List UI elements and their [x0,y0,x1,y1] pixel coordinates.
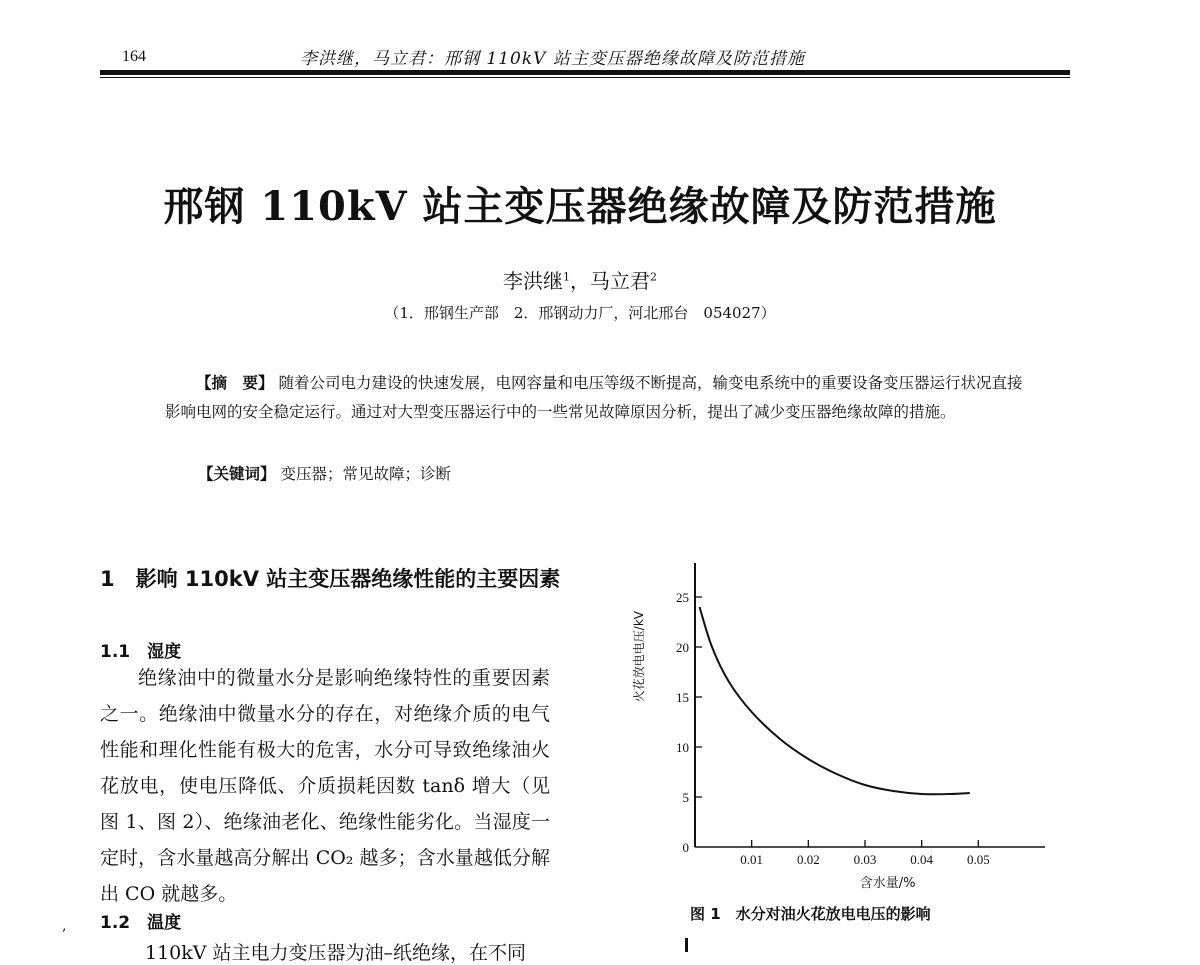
x-tick-label: 0.02 [796,852,820,867]
y-tick-label: 0 [682,840,689,855]
y-axis-label: 火花放电电压/kV [632,610,646,703]
author-line [0,265,1160,294]
page-number: 164 [122,48,146,65]
subsection-heading-humidity: 1.1 湿度 [100,642,182,662]
figure-caption: 图 1 水分对油火花放电电压的影响 [690,905,931,923]
abstract-text: 随着公司电力建设的快速发展，电网容量和电压等级不断提高，输变电系统中的重要设备变压器运行状况直接影响电网的安全稳定运行。通过对大型变压器运行中的一些常见故障原因分析，提出了减少变压器绝缘故障的措施。 [165,374,1023,421]
subsection-heading-temperature: 1.2 温度 [100,913,182,933]
y-tick-label: 5 [682,790,689,805]
paragraph-temperature: 110kV 站主电力变压器为油–纸绝缘，在不同 [145,942,527,964]
keywords [198,462,451,484]
x-axis-label: 含水量/% [859,876,916,891]
stray-mark: , [62,918,67,934]
section-heading: 1 影响 110kV 站主变压器绝缘性能的主要因素 [100,567,561,591]
series-line [700,607,970,794]
header-rule-thin [100,77,1070,78]
x-tick-label: 0.05 [966,852,990,867]
header-rule-thick [100,70,1070,75]
author-affil-mark: 2 [650,270,657,284]
y-tick-label: 10 [676,740,689,755]
figure-1-chart [620,555,1060,895]
abstract-label: 【摘 要】 [196,373,274,392]
abstract [165,368,1025,427]
paragraph-humidity: 绝缘油中的微量水分是影响绝缘特性的重要因素之一。绝缘油中微量水分的存在，对绝缘介质的电气性能和理化性能有极大的危害，水分可导致绝缘油火花放电，使电压降低、介质损耗因数 tanδ 增大（见图 1、图 2）、绝缘油老化、绝缘性能劣化。当湿度一定时，含水量越高分解出 CO₂ 越多；含水量越低分解出 CO 就越多。 [100,667,550,905]
keywords-label: 【关键词】 [198,464,276,483]
author-affil-mark: 1 [563,270,570,284]
author-separator: ， [570,269,590,293]
x-tick-label: 0.04 [910,852,934,867]
x-tick-label: 0.01 [740,852,764,867]
y-tick-label: 15 [676,690,689,705]
next-figure-axis-fragment [685,938,688,952]
keywords-text: 变压器；常见故障；诊断 [280,465,451,483]
y-tick-label: 25 [676,590,689,605]
article-title: 邢钢 110kV 站主变压器绝缘故障及防范措施 [163,183,997,230]
affiliation: （1．邢钢生产部 2．邢钢动力厂，河北邢台 054027） [384,304,776,322]
running-title: 李洪继，马立君：邢钢 110kV 站主变压器绝缘故障及防范措施 [300,49,805,69]
author-name: 李洪继 [503,269,563,293]
y-tick-label: 20 [676,640,689,655]
x-tick-label: 0.03 [853,852,877,867]
author-name: 马立君 [590,269,650,293]
